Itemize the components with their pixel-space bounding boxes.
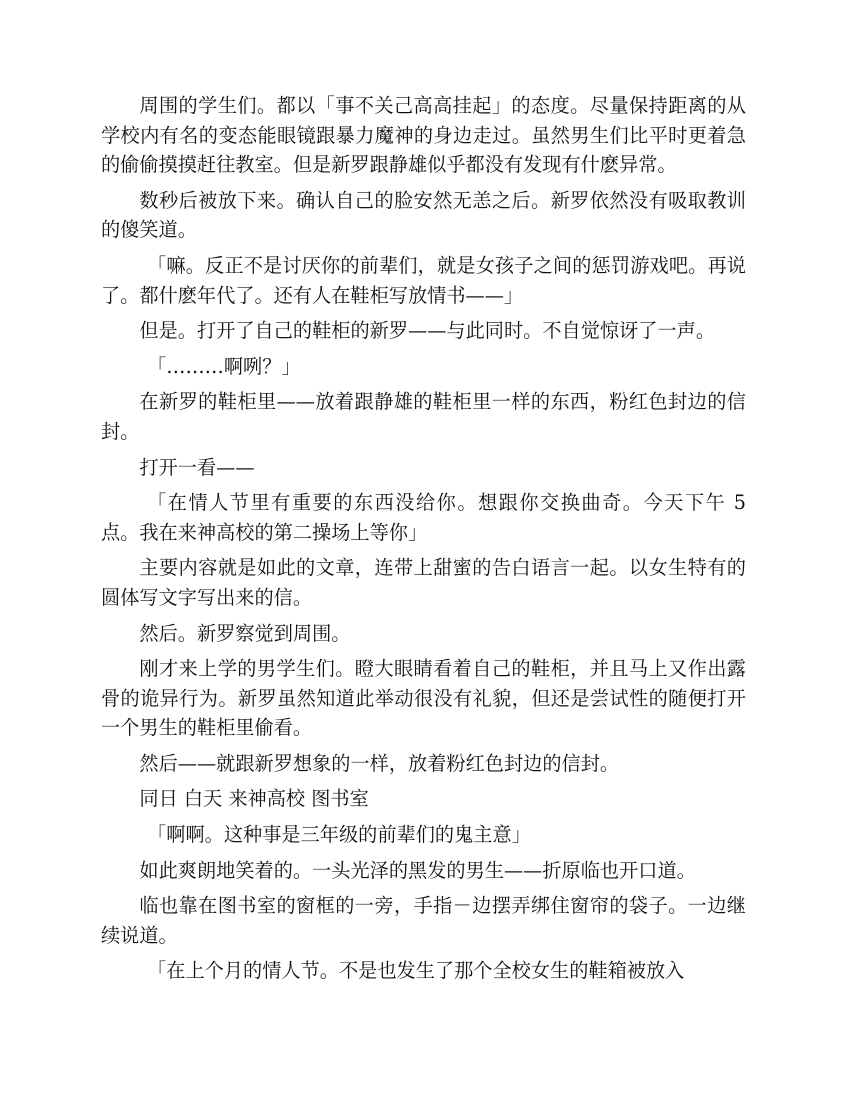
section-heading: 同日 白天 来神高校 图书室 — [139, 787, 369, 811]
paragraph: 如此爽朗地笑着的。一头光泽的黑发的男生——折原临也开口道。 — [139, 858, 696, 882]
paragraph: 「在情人节里有重要的东西没给你。想跟你交换曲奇。今天下午 5 点。我在来神高校的第二操场上等你」 — [101, 491, 746, 544]
paragraph: 「………啊咧？」 — [147, 354, 301, 378]
paragraph: 周围的学生们。都以「事不关己高高挂起」的态度。尽量保持距离的从学校内有名的变态能眼镜跟暴力魔神的身边走过。虽然男生们比平时更着急的偷偷摸摸赶往教室。但是新罗跟静雄似乎都没有发现有什麽异常。 — [101, 94, 746, 177]
paragraph: 打开一看—— — [139, 455, 255, 479]
paragraph: 数秒后被放下来。确认自己的脸安然无恙之后。新罗依然没有吸取教训的傻笑道。 — [101, 188, 746, 242]
paragraph: 主要内容就是如此的文章，连带上甜蜜的告白语言一起。以女生特有的圆体写文字写出来的信。 — [101, 556, 746, 609]
paragraph: 临也靠在图书室的窗框的一旁，手指－边摆弄绑住窗帘的袋子。一边继续说道。 — [101, 894, 746, 947]
document-page — [101, 91, 746, 992]
paragraph: 然后——就跟新罗想象的一样，放着粉红色封边的信封。 — [139, 751, 620, 775]
paragraph: 在新罗的鞋柜里——放着跟静雄的鞋柜里一样的东西，粉红色封边的信封。 — [101, 390, 746, 443]
paragraph: 「啊啊。这种事是三年级的前辈们的鬼主意」 — [147, 823, 531, 847]
paragraph: 刚才来上学的男学生们。瞪大眼睛看着自己的鞋柜，并且马上又作出露骨的诡异行为。新罗虽然知道此举动很没有礼貌，但还是尝试性的随便打开一个男生的鞋柜里偷看。 — [101, 657, 746, 740]
paragraph: 「在上个月的情人节。不是也发生了那个全校女生的鞋箱被放入 — [147, 959, 685, 983]
paragraph: 但是。打开了自己的鞋柜的新罗——与此同时。不自觉惊讶了一声。 — [139, 319, 716, 343]
paragraph: 「嘛。反正不是讨厌你的前辈们，就是女孩子之间的惩罚游戏吧。再说了。都什麽年代了。还有人在鞋柜写放情书——」 — [101, 253, 746, 307]
paragraph: 然后。新罗察觉到周围。 — [139, 621, 351, 645]
